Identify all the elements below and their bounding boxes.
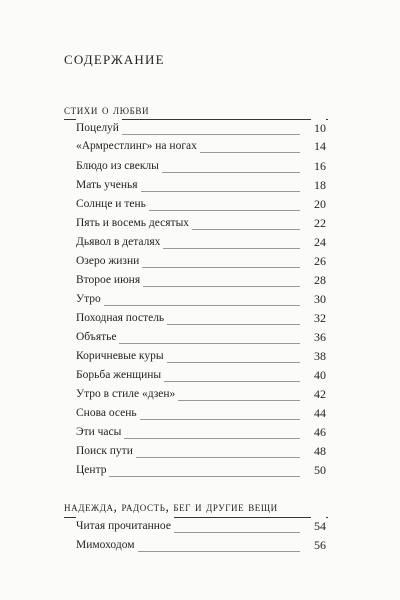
entry-title: Озеро жизни bbox=[76, 251, 142, 271]
entry-title: Борьба женщины bbox=[76, 365, 164, 385]
entry-page-number: 18 bbox=[311, 175, 326, 195]
toc-entry bbox=[76, 308, 326, 328]
entry-page-number: 50 bbox=[311, 460, 326, 480]
toc-entry bbox=[76, 270, 326, 290]
toc-entry bbox=[76, 365, 326, 385]
toc-entry bbox=[76, 441, 326, 461]
entry-title: Дьявол в деталях bbox=[76, 232, 163, 252]
entry-page-number: 14 bbox=[311, 136, 326, 156]
entry-page-number: 30 bbox=[311, 289, 326, 309]
entry-title: Утро bbox=[76, 289, 104, 309]
entry-page-number: 20 bbox=[311, 194, 326, 214]
entry-page-number: 42 bbox=[311, 384, 326, 404]
entry-page-number: 32 bbox=[311, 308, 326, 328]
toc-entry bbox=[76, 516, 326, 536]
entry-page-number: 24 bbox=[311, 232, 326, 252]
entry-page-number: 56 bbox=[311, 535, 326, 555]
entry-title: Мимоходом bbox=[76, 535, 138, 555]
entry-title: Эти часы bbox=[76, 422, 124, 442]
entry-title: Поцелуй bbox=[76, 118, 122, 138]
toc-entry bbox=[76, 194, 326, 214]
toc-entry bbox=[76, 175, 326, 195]
toc-entry bbox=[76, 346, 326, 366]
entry-title: Коричневые куры bbox=[76, 346, 167, 366]
toc-entry bbox=[76, 156, 326, 176]
entry-leader-line bbox=[76, 305, 300, 306]
entry-page-number: 36 bbox=[311, 327, 326, 347]
section-heading-1: стихи о любви bbox=[64, 102, 150, 117]
toc-entry bbox=[76, 403, 326, 423]
entry-page-number: 46 bbox=[311, 422, 326, 442]
section-heading-2: надежда, радость, бег и другие вещи bbox=[64, 499, 278, 514]
toc-entry bbox=[76, 118, 326, 138]
entry-title: Походная постель bbox=[76, 308, 167, 328]
entry-page-number: 40 bbox=[311, 365, 326, 385]
entry-page-number: 48 bbox=[311, 441, 326, 461]
entry-title: Поиск пути bbox=[76, 441, 136, 461]
entry-title: Читая прочитанное bbox=[76, 516, 174, 536]
entry-leader-line bbox=[76, 476, 300, 477]
entry-page-number: 28 bbox=[311, 270, 326, 290]
entry-title: Центр bbox=[76, 460, 109, 480]
entry-title: Снова осень bbox=[76, 403, 140, 423]
entry-title: Блюдо из свеклы bbox=[76, 156, 162, 176]
entry-page-number: 38 bbox=[311, 346, 326, 366]
toc-entry bbox=[76, 289, 326, 309]
toc-entry bbox=[76, 384, 326, 404]
entry-title: Утро в стиле «дзен» bbox=[76, 384, 178, 404]
entry-page-number: 16 bbox=[311, 156, 326, 176]
entry-title: Мать ученья bbox=[76, 175, 141, 195]
toc-entry bbox=[76, 460, 326, 480]
entry-page-number: 44 bbox=[311, 403, 326, 423]
entry-title: «Армрестлинг» на ногах bbox=[76, 136, 200, 156]
entry-title: Объятье bbox=[76, 327, 119, 347]
entry-page-number: 22 bbox=[311, 213, 326, 233]
toc-entry bbox=[76, 422, 326, 442]
entry-page-number: 26 bbox=[311, 251, 326, 271]
toc-entry bbox=[76, 535, 326, 555]
toc-entry bbox=[76, 232, 326, 252]
toc-entry bbox=[76, 136, 326, 156]
toc-entry bbox=[76, 213, 326, 233]
entry-page-number: 54 bbox=[311, 516, 326, 536]
page-title: содержание bbox=[64, 48, 165, 69]
entry-title: Второе июня bbox=[76, 270, 143, 290]
toc-entry bbox=[76, 327, 326, 347]
toc-entry bbox=[76, 251, 326, 271]
entry-title: Пять и восемь десятых bbox=[76, 213, 192, 233]
entry-page-number: 10 bbox=[311, 118, 326, 138]
entry-title: Солнце и тень bbox=[76, 194, 149, 214]
